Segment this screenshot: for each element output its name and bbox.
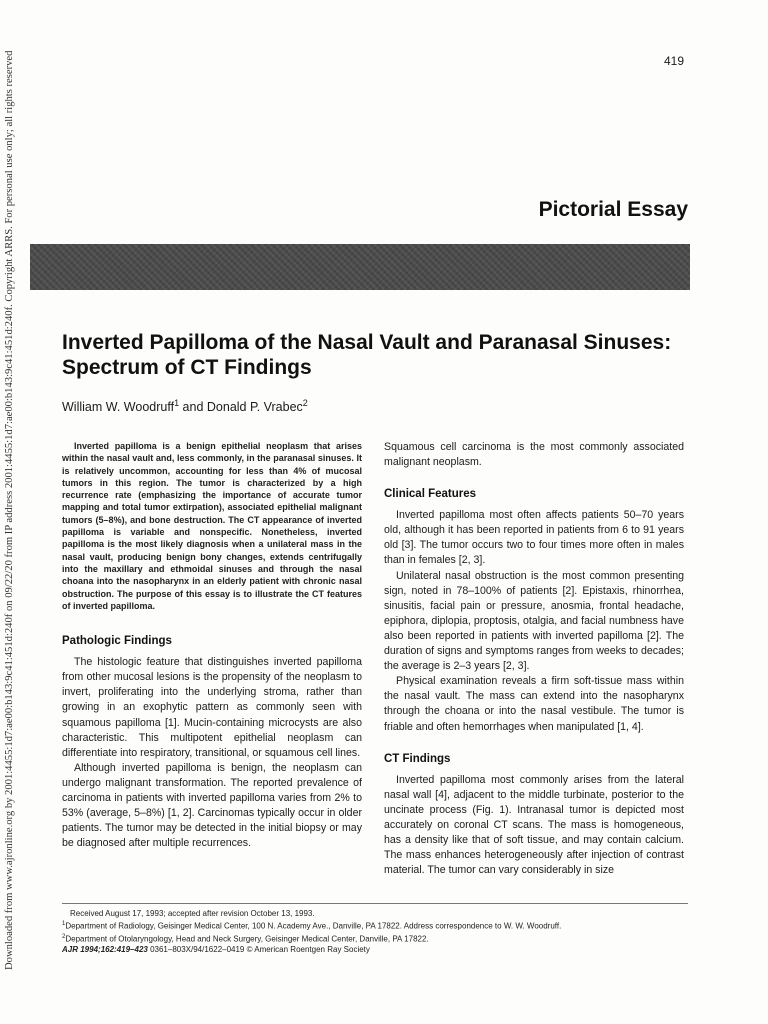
author-line (62, 398, 308, 414)
journal-reference: AJR 1994;162:419–423 (62, 945, 148, 955)
received-date: Received August 17, 1993; accepted after revision October 13, 1993. (70, 909, 315, 918)
footnote (62, 932, 702, 945)
section-label: Pictorial Essay (538, 198, 688, 221)
decorative-banner (30, 244, 690, 290)
paragraph: Although inverted papilloma is benign, the neoplasm can undergo malignant transformation. The reported prevalence of carcinoma in patients with inverted papilloma varies from 2% to 53% (average, 5–8%) [1, 2]. Carcinomas typically occur in older patients. The tumor may be detected in the initial biopsy or may be diagnosed after multiple recurrences. (62, 761, 362, 850)
author-name: William W. Woodruff (62, 400, 175, 415)
section-heading: Clinical Features (384, 488, 477, 501)
footnote-mark: 1 (62, 921, 66, 927)
footnotes (62, 908, 702, 955)
page-number: 419 (663, 54, 684, 68)
download-watermark (2, 20, 20, 970)
journal-citation (62, 944, 702, 955)
footnote (62, 919, 702, 932)
left-column (62, 440, 362, 851)
footnote-mark: 2 (302, 398, 308, 408)
author-name: Donald P. Vrabec (206, 400, 303, 415)
footnote-mark: 1 (174, 398, 180, 408)
paragraph: Unilateral nasal obstruction is the most common presenting sign, noted in 78–100% of patients [2]. Epistaxis, rhinorrhea, sinusitis, facial pain or pressure, anosmia, frontal headache, epiphora, diplopia, proptosis, otalgia, and facial numbness have also been reported in patients with inverted papilloma [2]. The duration of signs and symptoms ranges from weeks to decades; the average is 2–3 years [2, 3]. (384, 569, 684, 673)
paragraph: The histologic feature that distinguishes inverted papilloma from other mucosal lesions is the propensity of the neoplasm to invert, proliferating into the underlying stroma, rather than growing in an exophytic pattern as commonly seen with squamous papilloma [1]. Mucin-containing microcysts are also characteristic. This multipotent epithelial neoplasm can differentiate into respiratory, transitional, or squamous cell lines. (62, 656, 362, 759)
author-conjunction: and (179, 400, 207, 415)
section-heading: CT Findings (384, 752, 451, 765)
section-heading: Pathologic Findings (62, 635, 172, 648)
citation-details: 0361–803X/94/1622–0419 © American Roentgen Ray Society (147, 945, 370, 955)
footnote-divider (62, 903, 688, 904)
paragraph: Inverted papilloma most often affects patients 50–70 years old, although it has been reported in patients from 6 to 91 years old [3]. The tumor occurs two to four times more often in males than in females [2, 3]. (384, 509, 684, 567)
abstract: Inverted papilloma is a benign epithelial neoplasm that arises within the nasal vault and, less commonly, in the paranasal sinuses. It is relatively uncommon, accounting for less than 4% of mucosal tumors in this region. The tumor is characterized by a high recurrence rate (emphasizing the importance of accurate tumor mapping and total tumor extirpation), associated epithelial malignant tumors (5–8%), and bone destruction. The CT appearance of inverted papilloma is variable and nonspecific. Nonetheless, inverted papilloma is the most likely diagnosis when a unilateral mass in the nasal vault, producing benign bony changes, extends centrifugally into the maxillary and ethmoidal sinuses and through the nasal choana into the nasopharynx in an elderly patient with chronic nasal obstruction. The purpose of this essay is to illustrate the CT features of inverted papilloma. (62, 441, 362, 611)
paragraph: Physical examination reveals a firm soft-tissue mass within the nasal vault. The mass can extend into the nasopharynx through the choana or into the nasal vestibule. The tumor is friable and often hemorrhages when manipulated [1, 4]. (384, 675, 684, 733)
download-watermark-text: Downloaded from www.ajronline.org by 2001:4455:1d7:ae00:b143:9c41:451d:240f on 09/22/20 from IP address 2001:4455:1d7:ae00:b143:9c41:451d:240f. Copyright ARRS. For personal use only; all rights reserved (4, 50, 15, 970)
footnote-text: Department of Radiology, Geisinger Medical Center, 100 N. Academy Ave., Danville, PA 17822. Address correspondence to W. W. Woodruff. (65, 921, 562, 931)
footnote-mark: 2 (62, 933, 66, 940)
paragraph: Inverted papilloma most commonly arises from the lateral nasal wall [4], adjacent to the middle turbinate, posterior to the uncinate process (Fig. 1). Intranasal tumor is depicted most accurately on coronal CT scans. The mass is homogeneous, has a density like that of soft tissue, and may contain calcium. The mass enhances heterogeneously after injection of contrast material. The tumor can vary considerably in size (384, 773, 684, 877)
footnote-text: Department of Otolaryngology, Head and Neck Surgery, Geisinger Medical Center, Danville, PA 17822. (65, 934, 429, 944)
article-title: Inverted Papilloma of the Nasal Vault and Paranasal Sinuses: Spectrum of CT Findings (62, 331, 672, 379)
paragraph: Squamous cell carcinoma is the most commonly associated malignant neoplasm. (384, 441, 684, 469)
right-column (384, 440, 684, 878)
